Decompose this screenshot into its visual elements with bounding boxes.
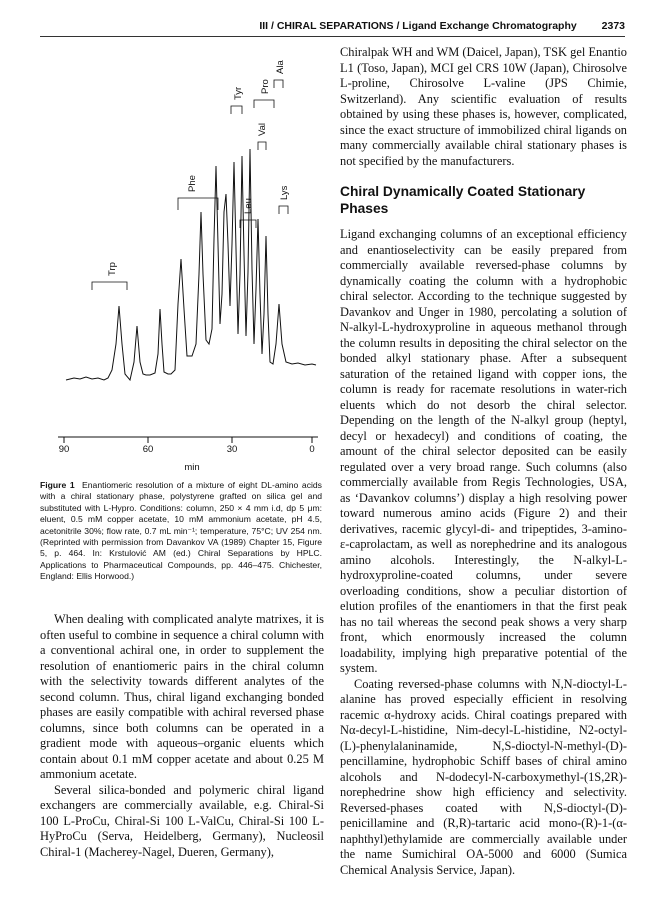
peak-label-leu: Leu <box>243 198 254 214</box>
figure-caption <box>40 480 322 583</box>
bracket-tyr <box>231 106 242 114</box>
x-tick-label-0: 0 <box>309 444 315 455</box>
caption-label: Figure 1 <box>40 480 75 490</box>
bracket-phe <box>178 198 218 210</box>
running-title: III / CHIRAL SEPARATIONS / Ligand Exchange Chromatography <box>259 20 577 32</box>
caption-text: Enantiomeric resolution of a mixture of eight DL-amino acids with a chiral stationary phase, polystyrene grafted on silica gel and substituted with L-Hypro. Conditions: column, 250 × 4 mm i.d, dp 5 μm: eluent, 0.5 mM copper acetate, 10 mM ammonium acetate, pH 4.5, acetonitrile 30%; flow rate, 0.7 mL min⁻¹; temperature, 75°C; UV 254 nm. (Reprinted with permission from Davankov VA (1989) Chapter 15, Figure 5, p. 464. In: Krstulović AM (ed.) Chiral Separations by HPLC. Applications to Pharmaceutical Compounds, pp. 446–475. Chichester, England: Ellis Horwood.) <box>40 480 322 582</box>
bracket-val <box>258 142 266 150</box>
peak-label-tyr: Tyr <box>233 86 244 100</box>
right-paragraph-3: Coating reversed-phase columns with N,N-dioctyl-L-alanine has proved especially efficient in resolving racemic α-hydroxy acids. Chiral coatings prepared with Nα-decyl-L-histidine, Nim-decyl-L-histidine, N2-octyl-(L)-phenylalaninamide, N,S-dioctyl-N-methyl-(D)-pencillamine, hydrophobic Schiff bases of chiral amino alcohols and N-dodecyl-N-carboxymethyl-(1S,2R)-norephedrine show high efficiency and selectivity. Reversed-phases coated with N,S-dioctyl-(D)-penicillamine and (R,R)-tartaric acid mono-(R)-1-(α-naphthyl)ethylamide are commercially available under the name Sumichiral OA-5000 and 6000 (Sumica Chemical Analysis Service, Japan). <box>340 676 627 877</box>
left-paragraph-1: When dealing with complicated analyte matrixes, it is often useful to combine in sequence a chiral column with a conventional achiral one, in order to supplement the resolution of enantiomeric pairs in the chiral column with the selectivity towards different analytes of the second column. Thus, chiral ligand exchanging bonded phases are easily compatible with achiral reversed phase columns, since both columns can be operated in a gradient mode with aqueous–organic eluents which contain about 0.1 mM copper acetate and about 0.25 M ammonium acetate. <box>40 612 324 781</box>
x-tick-label-90: 90 <box>58 444 70 455</box>
peak-label-val: Val <box>257 122 268 136</box>
x-axis-label: min <box>184 462 200 473</box>
section-heading: Chiral Dynamically Coated Stationary Phases <box>340 184 586 216</box>
right-paragraph-1: Chiralpak WH and WM (Daicel, Japan), TSK gel Enantio L1 (Toso, Japan), MCI gel CRS 10W (Japan), Chirosolve L-proline, Chirosolve L-valine (JPS Chimie, Switzerland). Any scientific evaluation of results obtained by using these phases is, however, complicated, since the exact structure of immobilized chiral ligands on many commercially available chiral stationary phases is not specified by the manufacturers. <box>340 45 627 168</box>
right-column <box>340 45 627 878</box>
x-tick-label-60: 60 <box>142 444 154 455</box>
bracket-trp <box>92 282 127 290</box>
header-rule <box>40 36 625 37</box>
left-column <box>40 612 324 860</box>
right-paragraph-2: Ligand exchanging columns of an exceptional efficiency and enantioselectivity can be easily prepared from commercially available reversed-phase columns by dynamically coating the column with a hydrophobic chiral selector. According to the technique suggested by Davankov and Unger in 1980, percolating a solution of N-alkyl-L-hydroxyproline in aqueous methanol through the column results in depositing the chiral selector on the bonded alkyl stationary phase. After a subsequent saturation of the retained ligand with copper ions, the column is ready for racemate resolutions in water-rich eluents which do not desorb the chiral selector. Depending on the length of the N-alkyl group (heptyl, decyl or hexadecyl) and conditions of coating, the amount of the chiral selector deposited can be easily regulated over a very broad range. Such columns (also commercially available from Regis Technologies, USA, as ‘Davankov columns’) display a high resolving power toward numerous amino acids (Figure 2) and their derivatives, racemic glycyl-di- and tripeptides, 3-amino-ε-caprolactam, as well as norephedrine and its analogous amino alcohols. Interestingly, the N-alkyl-L-hydroxyproline-coated columns, under severe overloading conditions, show a peculiar distortion of elution profiles of the enantiomers in that the first peak has no tail whereas the second peak shows a very sharp front, which enormously increased the column loadability, implying high preparative potential of the system. <box>340 227 627 675</box>
x-tick-label-30: 30 <box>226 444 238 455</box>
figure-1 <box>40 44 325 474</box>
bracket-leu <box>240 220 256 228</box>
left-paragraph-2: Several silica-bonded and polymeric chiral ligand exchangers are commercially available, e.g. Chiral-Si 100 L-ProCu, Chiral-Si 100 L-ValCu, Chiral-Si 100 L-HyProCu (Serva, Heidelberg, Germany), Nucleosil Chiral-1 (Macherey-Nagel, Dueren, Germany), <box>40 782 324 859</box>
page-number: 2373 <box>601 20 625 32</box>
running-head <box>40 20 625 36</box>
peak-label-ala: Ala <box>275 60 286 74</box>
peak-label-pro: Pro <box>260 79 271 94</box>
peak-label-lys: Lys <box>279 185 290 200</box>
peak-label-phe: Phe <box>187 175 198 192</box>
bracket-pro <box>254 100 274 108</box>
bracket-lys <box>279 206 288 214</box>
peak-label-trp: Trp <box>107 262 118 276</box>
chromatogram <box>40 44 325 474</box>
bracket-ala <box>274 80 283 88</box>
